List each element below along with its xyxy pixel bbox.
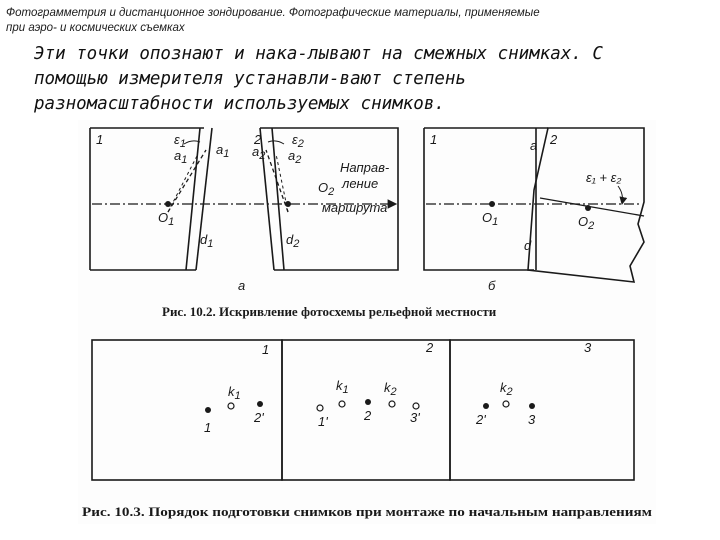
slide-body-text (34, 42, 674, 117)
panel-a-label: а (238, 278, 246, 293)
fig2-photo-1-number: 1 (262, 342, 270, 357)
point-O2-b (585, 205, 591, 211)
panel-a-photo-number-1: 1 (96, 132, 104, 147)
body-line-2: помощью измерителя устанавли-вают степень (34, 69, 466, 89)
direction-text-1: Направ- (340, 160, 390, 175)
fig2-p2-point-3 (413, 403, 419, 409)
fig2-p1-label-1: 1 (204, 420, 212, 435)
direction-text-3: маршрута (322, 200, 388, 215)
figure-drawing (78, 120, 656, 524)
fig2-p1-point-2 (257, 401, 263, 407)
fig2-photo-2-number: 2 (426, 340, 434, 355)
fig2-photo-3-frame (450, 340, 634, 480)
label-O2-b: $O_2$ (578, 214, 595, 232)
header-line-1: Фотограмметрия и дистанционное зондирование. Фотографические материалы, применяемые (6, 7, 540, 19)
point-O1 (165, 201, 171, 207)
label-a1-right: $a_1$ (216, 142, 230, 160)
fig2-p2-point-2 (365, 399, 371, 405)
point-O2 (285, 201, 291, 207)
photo1b-frame (424, 128, 534, 270)
body-line-3: разномасштабности используемых снимков. (34, 94, 445, 114)
fig2-p3-point-3 (529, 403, 535, 409)
photo2b-frame (528, 128, 644, 282)
label-O2: $O_2$ (318, 180, 335, 198)
slide-header (6, 6, 606, 36)
direction-text-2: ление (342, 176, 379, 191)
figure2-caption: Рис. 10.3. Порядок подготовки снимков при монтаже по начальным направлениям (82, 504, 653, 519)
fig2-p2-point-1 (317, 405, 323, 411)
fig2-p3-label-k2: $k_2$ (500, 380, 513, 398)
label-a1-left: $a_1$ (174, 148, 188, 166)
rotated-axis-line-b (540, 198, 644, 216)
label-d2: $d_2$ (286, 232, 300, 250)
fig2-p3-label-2: 2' (476, 412, 486, 427)
eps2-arc (268, 141, 284, 144)
label-d1: $d_1$ (200, 232, 214, 250)
figure1-caption: Рис. 10.2. Искривление фотосхемы рельефной местности (162, 304, 497, 319)
fig2-p1-k1 (228, 403, 234, 409)
panel-b-photo-number-2: 2 (550, 132, 558, 147)
label-a2-right: $a_2$ (288, 148, 302, 166)
fig2-photo-3-number: 3 (584, 340, 592, 355)
fig2-p2-label-1: 1' (318, 414, 328, 429)
panel-b-label: б (488, 278, 496, 293)
eps-sum-arc (618, 186, 623, 204)
label-eps2: $\varepsilon_2$ (292, 132, 304, 150)
eps1-arc (184, 141, 200, 144)
photo2-wedge-line-2 (272, 128, 284, 270)
label-a2: $a_2$ (252, 144, 266, 162)
label-d-b: d (524, 238, 532, 253)
fig2-p2-label-k1: $k_1$ (336, 378, 349, 396)
fig2-p1-label-2: 2' (254, 410, 264, 425)
fig2-p2-label-2: 2 (364, 408, 372, 423)
figure-image (78, 120, 656, 524)
fig2-p2-k2 (389, 401, 395, 407)
panel-a-photo-number-2: 2 (254, 132, 262, 147)
body-line-1: Эти точки опознают и нака-лывают на смежных снимках. С (34, 44, 603, 64)
label-O1-b: $O_1$ (482, 210, 499, 228)
fig2-p2-label-3: 3' (410, 410, 420, 425)
header-line-2: при аэро- и космических съемках (6, 22, 185, 34)
label-eps1: $\varepsilon_1$ (174, 132, 186, 150)
fig2-p3-k2 (503, 401, 509, 407)
fig2-p2-k1 (339, 401, 345, 407)
fig2-p3-point-2 (483, 403, 489, 409)
point-O1-b (489, 201, 495, 207)
label-a-b: a (530, 138, 538, 153)
fig2-p1-label-k1: $k_1$ (228, 384, 241, 402)
label-eps-sum: ε₁ + ε₂ (586, 170, 622, 185)
panel-b-photo-number-1: 1 (430, 132, 438, 147)
fig2-p1-point-1 (205, 407, 211, 413)
fig2-p3-label-3: 3 (528, 412, 536, 427)
fig2-p2-label-k2: $k_2$ (384, 380, 397, 398)
fig1-panel-a (90, 128, 398, 270)
photo2-frame (260, 128, 398, 270)
label-O1: $O_1$ (158, 210, 175, 228)
